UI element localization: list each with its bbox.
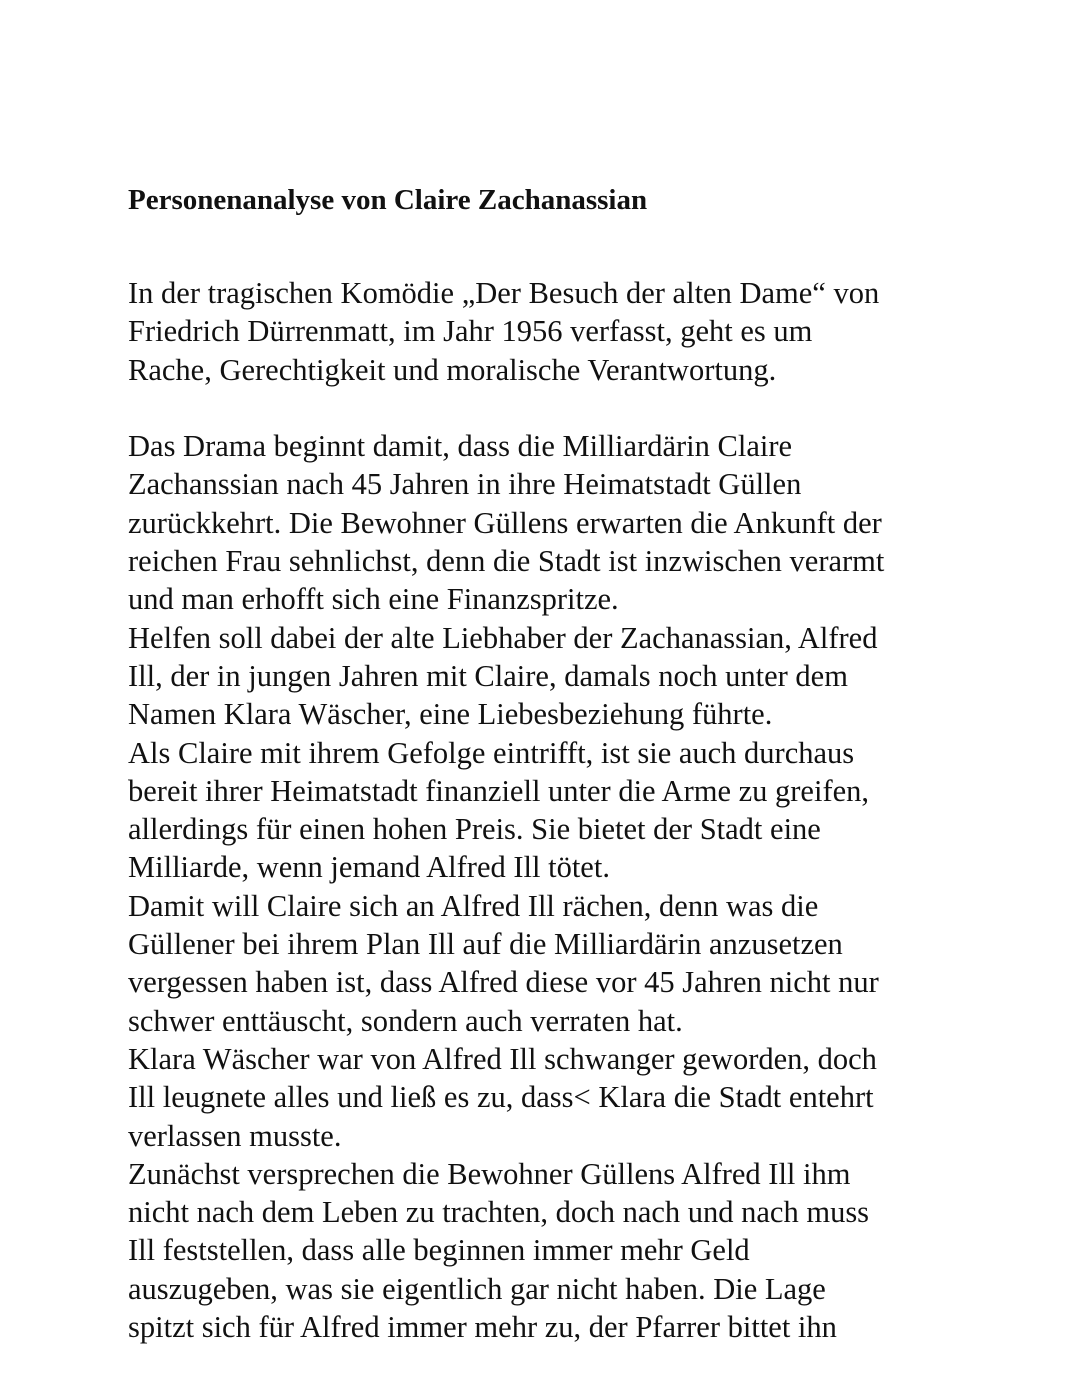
text-line: Klara Wäscher war von Alfred Ill schwanger geworden, doch — [128, 1041, 877, 1076]
text-line: und man erhofft sich eine Finanzspritze. — [128, 582, 619, 617]
text-line: schwer enttäuscht, sondern auch verraten hat. — [128, 1003, 683, 1038]
text-line: vergessen haben ist, dass Alfred diese vor 45 Jahren nicht nur — [128, 965, 879, 1000]
intro-paragraph — [128, 274, 958, 389]
text-line: Helfen soll dabei der alte Liebhaber der Zachanassian, Alfred — [128, 620, 878, 655]
document-title: Personenanalyse von Claire Zachanassian — [128, 184, 648, 216]
text-line: Zachanssian nach 45 Jahren in ihre Heimatstadt Güllen — [128, 467, 802, 502]
text-line: Friedrich Dürrenmatt, im Jahr 1956 verfasst, geht es um — [128, 314, 813, 349]
text-line: Das Drama beginnt damit, dass die Milliardärin Claire — [128, 429, 793, 464]
text-line: bereit ihrer Heimatstadt finanziell unter die Arme zu greifen, — [128, 773, 870, 808]
text-line: zurückkehrt. Die Bewohner Güllens erwarten die Ankunft der — [128, 505, 882, 540]
text-line: Ill feststellen, dass alle beginnen immer mehr Geld — [128, 1233, 750, 1268]
text-line: nicht nach dem Leben zu trachten, doch nach und nach muss — [128, 1195, 870, 1230]
text-line: Ill leugnete alles und ließ es zu, dass< Klara die Stadt entehrt — [128, 1080, 874, 1115]
text-line: Güllener bei ihrem Plan Ill auf die Milliardärin anzusetzen — [128, 927, 843, 962]
text-line: Als Claire mit ihrem Gefolge eintrifft, ist sie auch durchaus — [128, 735, 855, 770]
document-page — [128, 178, 958, 1346]
text-line: auszugeben, was sie eigentlich gar nicht haben. Die Lage — [128, 1271, 826, 1306]
paragraph-gap — [128, 389, 958, 427]
text-line: Ill, der in jungen Jahren mit Claire, damals noch unter dem — [128, 658, 848, 693]
text-line: Damit will Claire sich an Alfred Ill rächen, denn was die — [128, 888, 819, 923]
text-line: verlassen musste. — [128, 1118, 342, 1153]
text-line: In der tragischen Komödie „Der Besuch der alten Dame“ von — [128, 276, 880, 310]
text-line: Namen Klara Wäscher, eine Liebesbeziehung führte. — [128, 697, 773, 732]
text-line: spitzt sich für Alfred immer mehr zu, der Pfarrer bittet ihn — [128, 1310, 837, 1345]
text-line: reichen Frau sehnlichst, denn die Stadt ist inzwischen verarmt — [128, 544, 885, 579]
text-line: Rache, Gerechtigkeit und moralische Verantwortung. — [128, 352, 777, 387]
text-line: allerdings für einen hohen Preis. Sie bietet der Stadt eine — [128, 812, 821, 847]
body-paragraph — [128, 427, 958, 1346]
text-line: Zunächst versprechen die Bewohner Güllens Alfred Ill ihm — [128, 1156, 851, 1191]
text-line: Milliarde, wenn jemand Alfred Ill tötet. — [128, 850, 610, 885]
